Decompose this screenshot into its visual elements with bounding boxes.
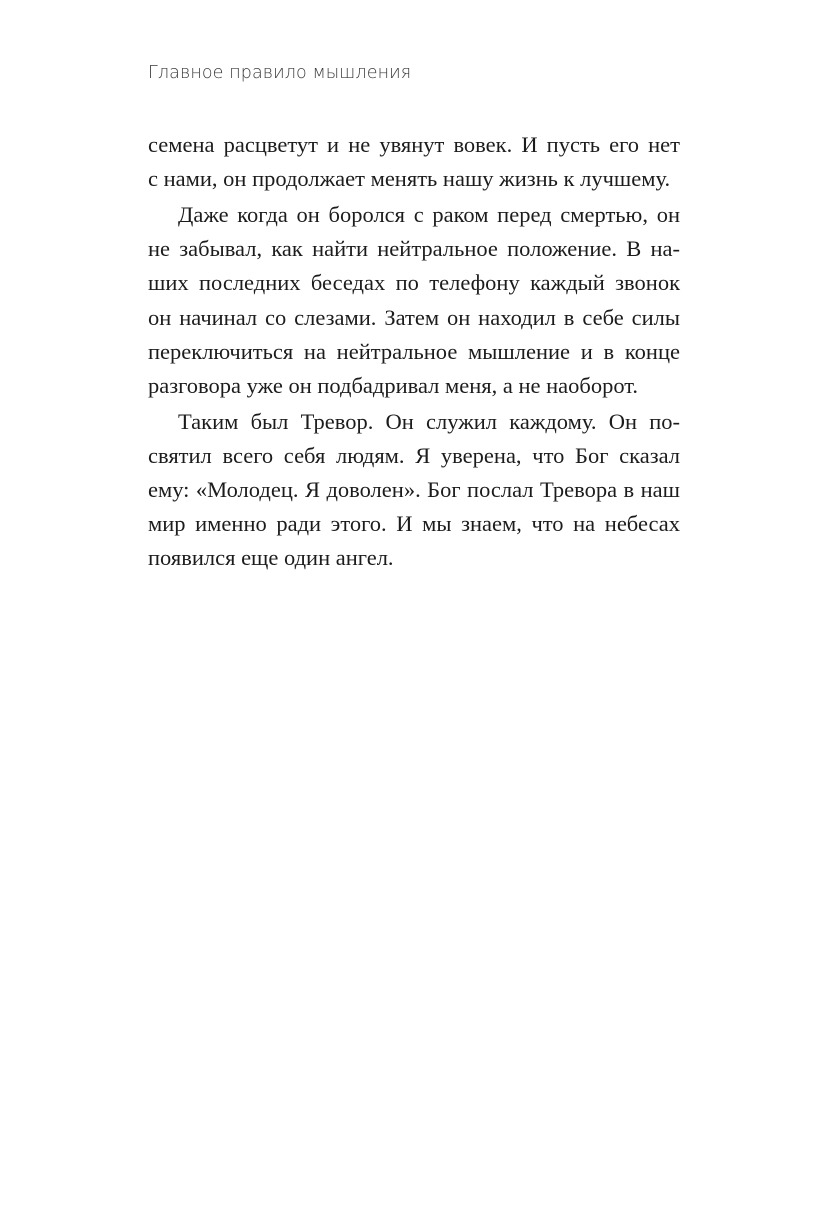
text-line: разговора уже он подбадривал меня, а не наоборот. xyxy=(148,372,639,398)
text-line: переключиться на нейтральное мышление и в конце xyxy=(148,338,680,364)
body-text xyxy=(148,128,680,577)
text-line: с нами, он продолжает менять нашу жизнь к лучшему. xyxy=(148,166,671,192)
text-line: появился еще один ангел. xyxy=(148,545,394,571)
text-line: святил всего себя людям. Я уверена, что Бог сказал xyxy=(148,442,680,468)
text-line: Даже когда он боролся с раком перед смертью, он xyxy=(178,201,680,227)
running-header: Главное правило мышления xyxy=(148,63,412,83)
text-line: ему: «Молодец. Я доволен». Бог послал Тревора в наш xyxy=(148,477,680,503)
text-line: ших последних беседах по телефону каждый звонок xyxy=(148,270,680,296)
text-line: Таким был Тревор. Он служил каждому. Он по- xyxy=(178,408,680,434)
paragraph-2 xyxy=(148,198,680,403)
paragraph-3 xyxy=(148,405,680,576)
text-line: семена расцветут и не увянут вовек. И пусть его нет xyxy=(148,132,680,157)
text-line: он начинал со слезами. Затем он находил в себе силы xyxy=(148,304,680,330)
text-line: не забывал, как найти нейтральное положение. В на- xyxy=(148,236,680,262)
paragraph-1 xyxy=(148,128,680,196)
text-line: мир именно ради этого. И мы знаем, что на небесах xyxy=(148,511,680,537)
